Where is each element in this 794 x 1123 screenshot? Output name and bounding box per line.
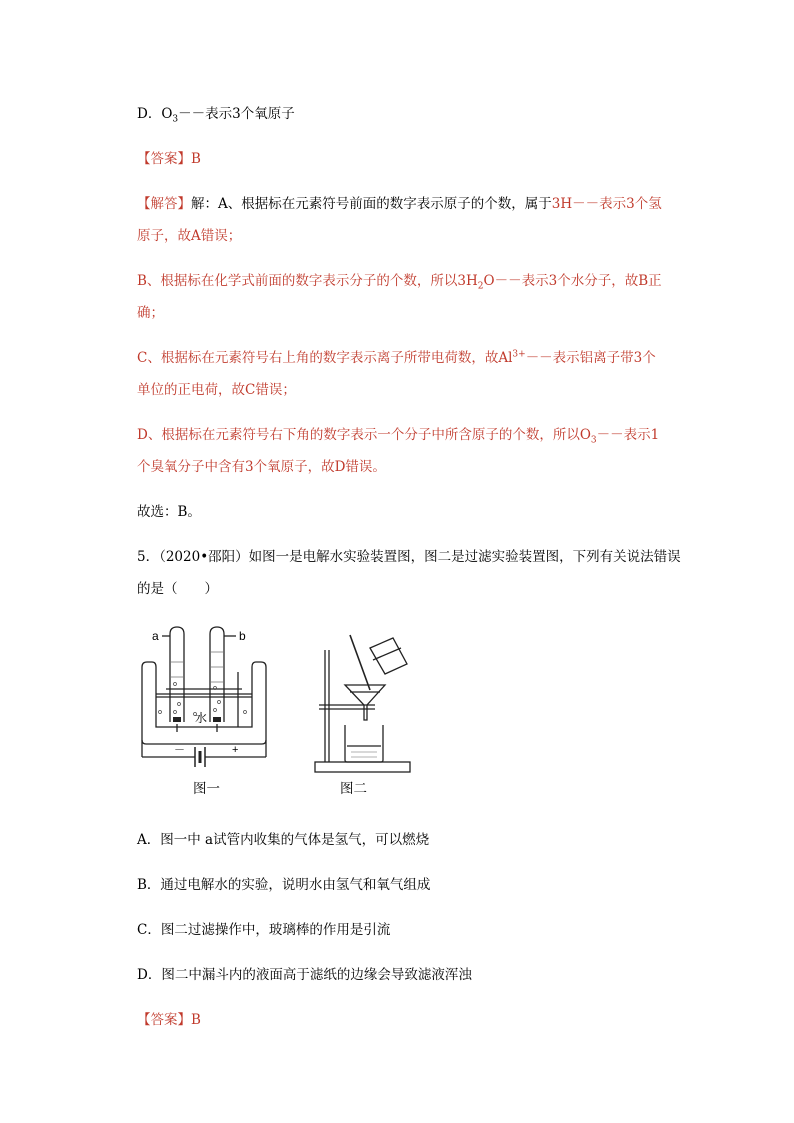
option-d-sub: 3 <box>172 114 179 125</box>
answer-2 <box>137 1011 201 1029</box>
minus-label: － <box>174 744 185 756</box>
tube-a-label: a <box>152 629 159 643</box>
question-5-option-c: C．图二过滤操作中，玻璃棒的作用是引流 <box>137 922 391 938</box>
plus-label: + <box>232 744 239 756</box>
figure-2-caption: 图二 <box>340 781 367 797</box>
analysis-a-line1 <box>137 195 662 213</box>
water-label: 水 <box>195 711 208 725</box>
question-5-option-a: A．图一中 a试管内收集的气体是氢气，可以燃烧 <box>137 832 430 848</box>
analysis-d-line2: 个臭氧分子中含有3个氧原子，故D错误。 <box>137 459 386 475</box>
option-d-text: －－表示3个氧原子 <box>178 106 295 122</box>
figure-electrolysis <box>140 622 270 772</box>
figure-1-caption: 图一 <box>193 781 220 797</box>
analysis-d-text2: －－表示1 <box>596 427 660 443</box>
analysis-c-text2: －－表示铝离子带3个 <box>525 350 656 366</box>
question-5-option-b: B．通过电解水的实验，说明水由氢气和氧气组成 <box>137 877 431 893</box>
analysis-conclusion: 故选：B。 <box>137 504 201 520</box>
analysis-d-text: D、根据标在元素符号右下角的数字表示一个分子中所含原子的个数，所以O <box>137 427 591 443</box>
analysis-d-line1 <box>137 426 659 444</box>
analysis-b-line2: 确； <box>137 305 164 321</box>
analysis-a-red: 3H－－表示3个氢 <box>551 196 662 212</box>
answer-1 <box>137 150 201 168</box>
analysis-c-text: C、根据标在元素符号右上角的数字表示离子所带电荷数，故Al <box>137 350 513 366</box>
analysis-b-line1 <box>137 272 662 290</box>
question-5-stem-line1: 5．（2020•邵阳）如图一是电解水实验装置图，图二是过滤实验装置图，下列有关说法错误 <box>137 549 681 565</box>
analysis-c-sup: 3+ <box>512 349 526 360</box>
analysis-b-text2: O－－表示3个水分子，故B正 <box>483 273 662 289</box>
analysis-b-sub: 2 <box>477 281 484 292</box>
option-d-prefix: D．O <box>137 106 173 122</box>
analysis-d-sub: 3 <box>590 435 597 446</box>
analysis-c-line2: 单位的正电荷，故C错误； <box>137 382 296 398</box>
question-5-option-d: D．图二中漏斗内的液面高于滤纸的边缘会导致滤液浑浊 <box>137 967 472 983</box>
electrolysis-diagram <box>140 622 270 772</box>
figure-filtration <box>305 620 415 775</box>
analysis-a-line2: 原子，故A错误； <box>137 228 242 244</box>
analysis-a-text: 解：A、根据标在元素符号前面的数字表示原子的个数，属于 <box>191 196 552 212</box>
analysis-c-line1 <box>137 349 656 367</box>
answer-label: 【答案】 <box>137 151 191 167</box>
analysis-label: 【解答】 <box>137 196 191 212</box>
answer-2-label: 【答案】 <box>137 1012 191 1028</box>
prev-option-d <box>137 105 295 123</box>
answer-value: B <box>191 151 201 167</box>
question-5-stem-line2: 的是（ ） <box>137 581 218 597</box>
filtration-diagram <box>305 620 415 775</box>
tube-b-label: b <box>239 629 246 643</box>
analysis-b-text: B、根据标在化学式前面的数字表示分子的个数，所以3H <box>137 273 478 289</box>
answer-2-value: B <box>191 1012 201 1028</box>
